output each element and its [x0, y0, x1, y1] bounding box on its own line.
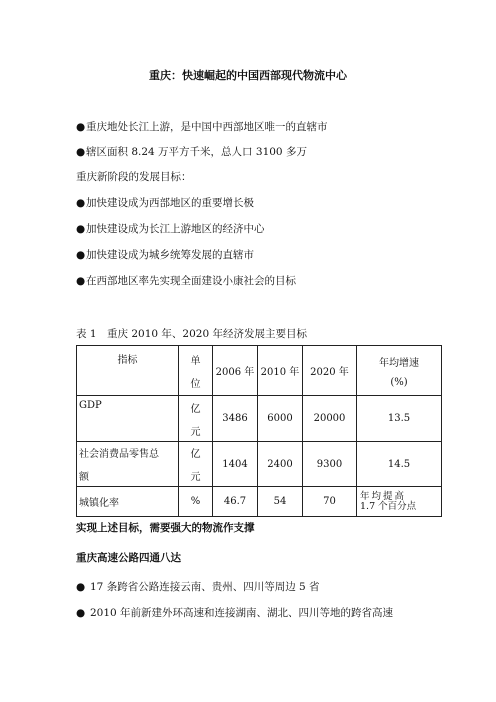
- cell-unit-line2: 元: [190, 426, 201, 438]
- table-row: [77, 442, 442, 487]
- highway-item-text: 2010 年前新建外环高速和连接湖南、湖北、四川等地的跨省高速: [90, 607, 394, 619]
- intro-text: 重庆新阶段的发展目标：: [76, 171, 192, 183]
- section-heading-highways: 重庆高速公路四通八达: [76, 552, 181, 564]
- cell-2020: 20000: [303, 396, 357, 442]
- header-2020: 2020 年: [303, 346, 357, 396]
- intro-text: 加快建设成为长江上游地区的经济中心: [86, 223, 265, 235]
- header-2006: 2006 年: [213, 346, 258, 396]
- cell-2020: 9300: [303, 442, 357, 487]
- header-2010: 2010 年: [258, 346, 303, 396]
- intro-line-location: [76, 119, 328, 134]
- cell-2020: 70: [303, 487, 357, 517]
- table-caption: 表 1 重庆 2010 年、2020 年经济发展主要目标: [76, 328, 307, 340]
- intro-line-area: [76, 144, 307, 159]
- cell-indicator-line1: 社会消费品零售总: [79, 449, 159, 460]
- cell-2006: 3486: [213, 396, 258, 442]
- intro-line-goals-heading: [76, 169, 192, 184]
- bullet-icon: ●: [76, 121, 86, 133]
- highway-item-text: 17 条跨省公路连接云南、贵州、四川等周边 5 省: [90, 581, 320, 593]
- highway-item: [76, 579, 320, 594]
- cell-growth: 14.5: [357, 442, 442, 487]
- cell-growth-line2: 1.7 个百分点: [360, 500, 417, 512]
- section-heading-logistics: 实现上述目标，需要强大的物流作支撑: [76, 522, 255, 534]
- highway-item: [76, 605, 393, 620]
- intro-text: 加快建设成为西部地区的重要增长极: [86, 197, 254, 209]
- cell-unit-line2: 元: [190, 472, 201, 483]
- bullet-icon: ●: [76, 275, 86, 287]
- document-title: 重庆：快速崛起的中国西部现代物流中心: [149, 69, 347, 82]
- table-row: [77, 487, 442, 517]
- intro-line-goal-3: [76, 247, 254, 262]
- cell-indicator: [77, 442, 179, 487]
- header-unit-line2: 位: [190, 378, 201, 390]
- table-header-row: [77, 346, 442, 396]
- intro-line-goal-2: [76, 221, 265, 236]
- cell-indicator: [77, 396, 179, 442]
- header-indicator: 指标: [77, 346, 179, 396]
- cell-unit: [179, 396, 213, 442]
- bullet-icon: ●: [76, 223, 86, 235]
- bullet-icon: ●: [76, 197, 86, 209]
- cell-indicator: 城镇化率: [77, 487, 179, 517]
- economic-targets-table: [76, 345, 442, 517]
- cell-unit: %: [179, 487, 213, 517]
- header-growth-line2: (%): [390, 376, 408, 388]
- intro-text: 加快建设成为城乡统筹发展的直辖市: [86, 249, 254, 261]
- cell-growth: [357, 487, 442, 517]
- cell-2010: 6000: [258, 396, 303, 442]
- cell-unit-line1: 亿: [190, 449, 201, 460]
- cell-2010: 54: [258, 487, 303, 517]
- cell-2010: 2400: [258, 442, 303, 487]
- intro-line-goal-1: [76, 195, 254, 210]
- intro-text: 重庆地处长江上游，是中国中西部地区唯一的直辖市: [86, 121, 328, 133]
- header-growth: [357, 346, 442, 396]
- bullet-icon: ●: [76, 249, 86, 261]
- intro-text: 辖区面积 8.24 万平方千米，总人口 3100 多万: [86, 146, 307, 158]
- cell-indicator-line1: GDP: [79, 400, 102, 411]
- header-unit: [179, 346, 213, 396]
- intro-line-goal-4: [76, 273, 296, 288]
- bullet-icon: ●: [76, 607, 86, 619]
- header-unit-line1: 单: [190, 355, 201, 367]
- intro-text: 在西部地区率先实现全面建设小康社会的目标: [86, 275, 296, 287]
- header-growth-line1: 年均增速: [379, 357, 419, 369]
- bullet-icon: ●: [76, 146, 86, 158]
- cell-growth-line1: 年均提高: [360, 490, 407, 502]
- cell-2006: 1404: [213, 442, 258, 487]
- cell-growth: 13.5: [357, 396, 442, 442]
- bullet-icon: ●: [76, 581, 86, 593]
- cell-unit-line1: 亿: [190, 403, 201, 415]
- cell-unit: [179, 442, 213, 487]
- cell-indicator-line2: 额: [79, 472, 89, 483]
- cell-2006: 46.7: [213, 487, 258, 517]
- table-row: [77, 396, 442, 442]
